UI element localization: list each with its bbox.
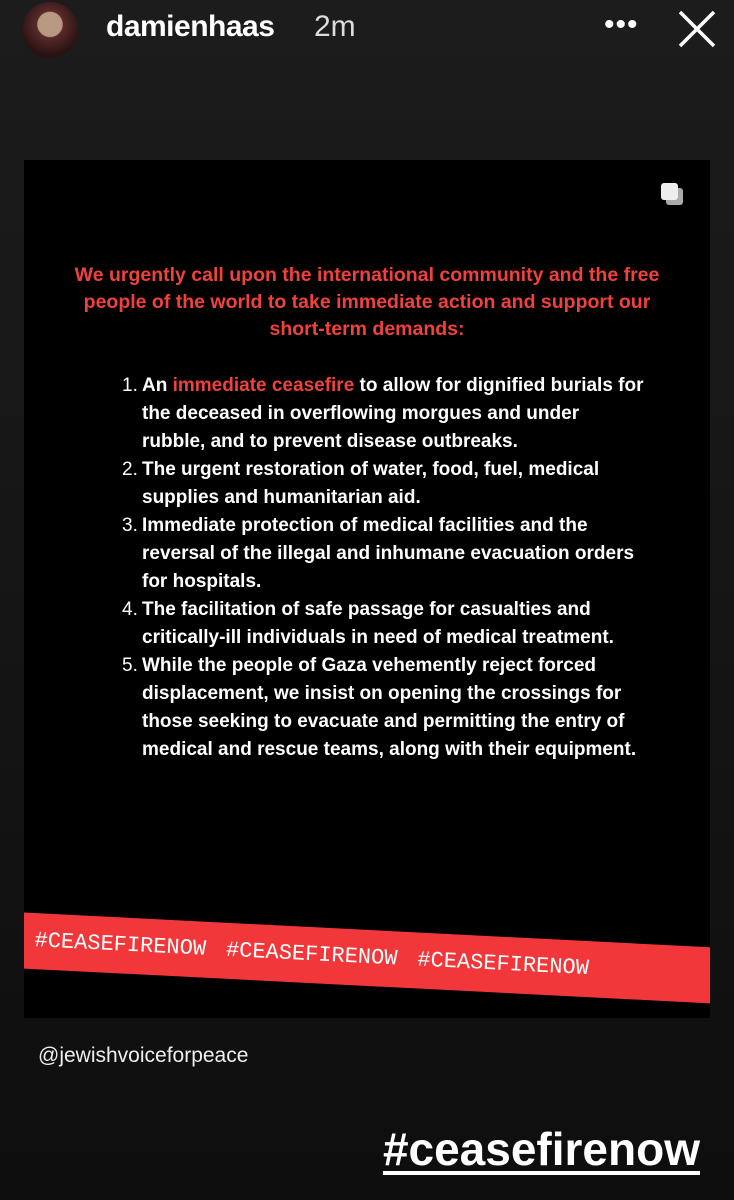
list-item: 1. An immediate ceasefire to allow for dignified burials for the deceased in overflowing morgues and under rubble, and to prevent disease outbreaks. — [122, 375, 644, 452]
ceasefire-banner: #CEASEFIRENOW #CEASEFIRENOW #CEASEFIRENOW — [24, 912, 710, 1004]
hashtag-sticker[interactable]: #ceasefirenow — [382, 1123, 700, 1175]
list-item: 5. While the people of Gaza vehemently reject forced displacement, we insist on opening the crossings for those seeking to evacuate and permitting the entry of medical and rescue teams, along with their equipment. — [122, 655, 637, 760]
close-icon[interactable] — [676, 8, 718, 50]
list-item: 2. The urgent restoration of water, food, fuel, medical supplies and humanitarian aid. — [122, 459, 600, 508]
more-icon[interactable]: ••• — [604, 8, 639, 41]
demands-list — [124, 372, 644, 764]
avatar[interactable] — [22, 2, 78, 58]
list-item: 4. The facilitation of safe passage for casualties and critically-ill individuals in need of medical treatment. — [122, 599, 614, 648]
post-headline: We urgently call upon the international community and the free people of the world to take immediate action and support our short-term demands: — [74, 264, 660, 340]
timestamp: 2m — [314, 10, 356, 43]
username[interactable]: damienhaas — [106, 10, 275, 43]
multiple-images-icon — [660, 182, 684, 206]
list-item: 3. Immediate protection of medical facilities and the reversal of the illegal and inhumane evacuation orders for hospitals. — [122, 515, 635, 592]
mention-sticker[interactable]: @jewishvoiceforpeace — [38, 1044, 249, 1067]
shared-post[interactable] — [24, 160, 710, 1018]
